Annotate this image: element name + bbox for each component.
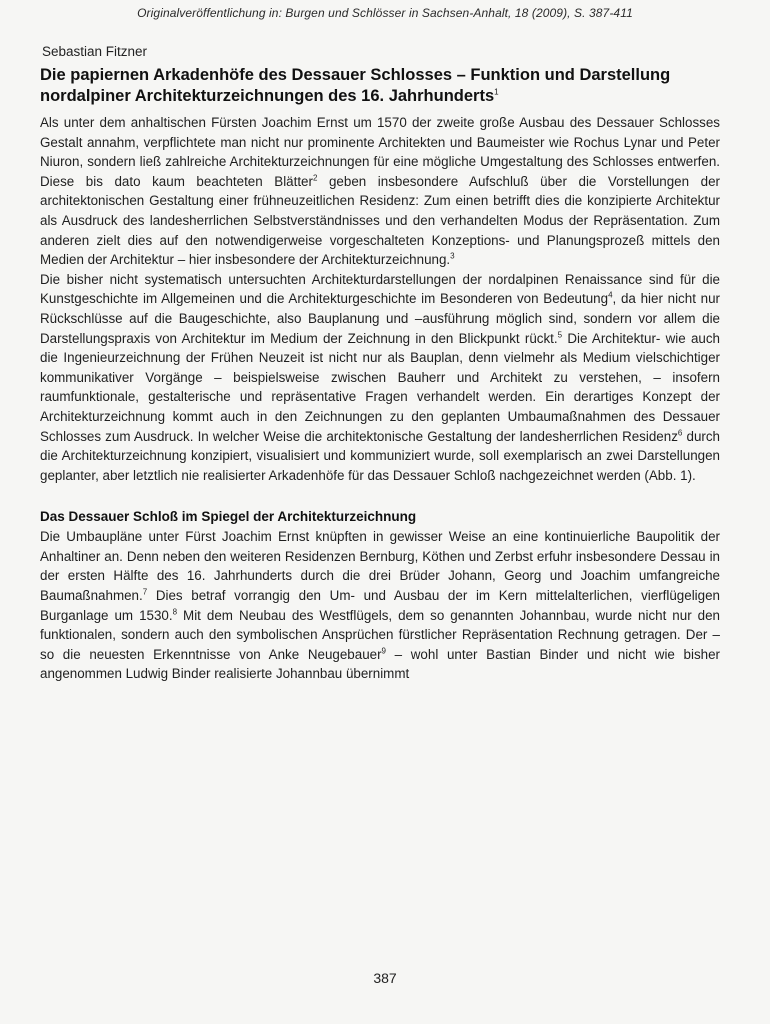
footnote-ref: 9 xyxy=(381,646,386,656)
paragraph-2 xyxy=(40,270,720,486)
paragraph-text: durch die Architekturzeichnung konzipiert, visualisiert und kommuniziert wurde, soll exemplarisch an zwei Darstellungen geplanter, aber letztlich nie realisierter Arkadenhöfe für das Dessauer Schloß nachgezeichnet werden (Abb. 1). xyxy=(40,428,721,483)
article xyxy=(40,44,720,684)
paragraph-1 xyxy=(40,113,720,270)
footnote-ref: 2 xyxy=(312,173,318,183)
paragraph-text: Dies betraf vorrangig den Um- und Ausbau der im Kern mittelalterlichen, vierflügeligen Burganlage um 1530. xyxy=(40,588,720,623)
paragraph-text: , da hier nicht nur Rückschlüsse auf die Baugeschichte, also Bauplanung und –ausführung möglich sind, sondern vor allem die Darstellungspraxis von Architektur im Medium der Zeichnung in den Blickpunkt rückt. xyxy=(40,291,720,346)
article-title xyxy=(40,65,720,107)
paragraph-text: Mit dem Neubau des Westflügels, dem so genannten Johannbau, wurde nicht nur den funktionalen, sondern auch den symbolischen Ansprüchen fürstlicher Repräsentation Rechnung getragen. Der – so die neuesten Erkenntnisse von Anke Neugebauer xyxy=(40,607,720,662)
publication-header: Originalveröffentlichung in: Burgen und Schlösser in Sachsen-Anhalt, 18 (2009), S. 387-411 xyxy=(137,6,633,20)
paragraph-3 xyxy=(40,527,720,684)
page-number: 387 xyxy=(373,970,397,986)
paragraph-text: Die Umbaupläne unter Fürst Joachim Ernst knüpften in gewisser Weise an eine kontinuierliche Baupolitik der Anhaltiner an. Denn neben den weiteren Residenzen Bernburg, Köthen und Zerbst erfuhr insbesondere Dessau in der ersten Hälfte des 16. Jahrhunderts durch die drei Brüder Johann, Georg und Joachim umfangreiche Baumaßnahmen. xyxy=(40,529,720,604)
footnote-ref: 8 xyxy=(172,607,178,617)
footnote-ref: 6 xyxy=(677,428,683,438)
footnote-ref: 7 xyxy=(142,587,148,597)
paragraph-text: – wohl unter Bastian Binder und nicht wie bisher angenommen Ludwig Binder realisierte Johannbau übernimmt xyxy=(40,646,720,682)
footnote-ref: 3 xyxy=(450,251,455,261)
author-name: Sebastian Fitzner xyxy=(42,44,148,59)
title-footnote: 1 xyxy=(494,87,499,97)
article-body xyxy=(40,113,720,684)
title-text: Die papiernen Arkadenhöfe des Dessauer Schlosses – Funktion und Darstellung nordalpiner Architekturzeichnungen des 16. Jahrhunderts xyxy=(40,66,671,105)
paragraph-text: Als unter dem anhaltischen Fürsten Joachim Ernst um 1570 der zweite große Ausbau des Dessauer Schlosses Gestalt annahm, verpflichtete man nicht nur prominente Architekten und Baumeister wie Rochus Lynar und Peter Niuron, sondern ließ zahlreiche Architekturzeichnungen für eine mögliche Umgestaltung des Schlosses entwerfen. Diese bis dato kaum beachteten Blätter xyxy=(40,115,720,189)
footnote-ref: 5 xyxy=(557,330,563,340)
footnote-ref: 4 xyxy=(608,290,613,300)
section-heading: Das Dessauer Schloß im Spiegel der Architekturzeichnung xyxy=(40,509,417,525)
paragraph-text: geben insbesondere Aufschluß über die Vorstellungen der architektonischen Gestaltung einer frühneuzeitlichen Residenz: Zum einen betrifft dies die konzipierte Architektur als Ausdruck des landesherrlichen Selbstverständnisses und den verhandelten Modus der Repräsentation. Zum anderen zielt dies auf den notwendigerweise vorgeschalteten Konzeptions- und Planungsprozeß mittels den Medien der Architektur – hier insbesondere der Architekturzeichnung. xyxy=(40,173,720,268)
paragraph-text: Die Architektur- wie auch die Ingenieurzeichnung der Frühen Neuzeit ist nicht nur als Bauplan, denn vielmehr als Medium vielschichtiger kommunikativer Vorgänge – beispielsweise zwischen Bauherr und Architekt zu verstehen, – insofern raumfunktionale, gestalterische und repräsentative Fragen verhandelt werden. Ein derartiges Konzept der Architekturzeichnung kommt auch in den Zeichnungen zu den geplanten Umbaumaßnahmen des Dessauer Schlosses zum Ausdruck. In welcher Weise die architektonische Gestaltung der landesherrlichen Residenz xyxy=(40,330,720,444)
paragraph-text: Die bisher nicht systematisch untersuchten Architekturdarstellungen der nordalpinen Renaissance sind für die Kunstgeschichte im Allgemeinen und die Architekturgeschichte im Besonderen von Bedeutung xyxy=(40,271,720,307)
